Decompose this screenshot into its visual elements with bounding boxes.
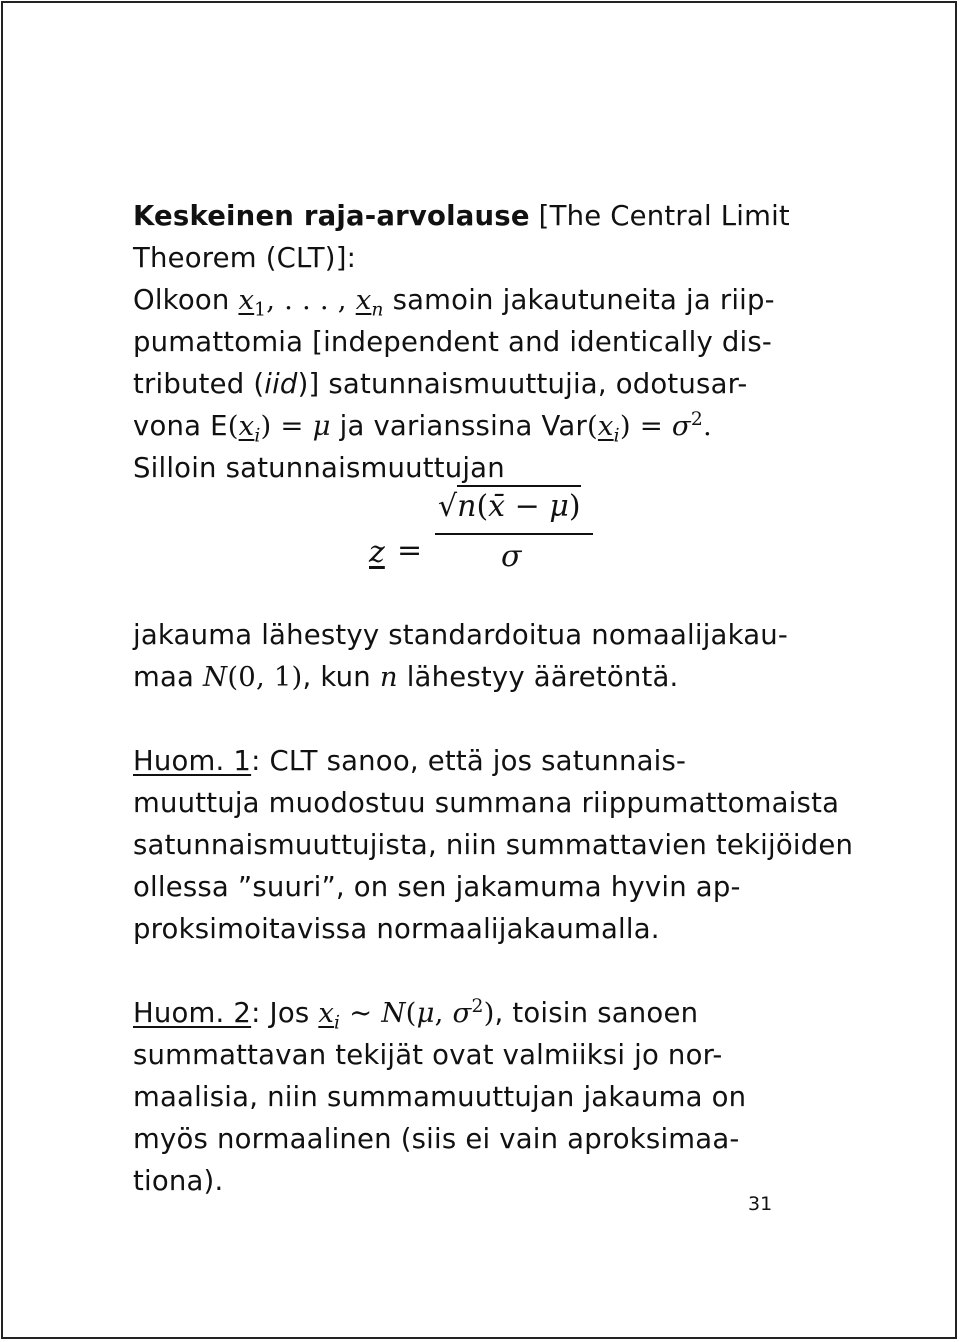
theorem-line-7: maa N(0, 1), kun n lähestyy ääretöntä. [133, 661, 679, 693]
fraction-bar [435, 533, 593, 535]
note1-line-1: Huom. 1: CLT sanoo, että jos satunnais- [133, 745, 687, 777]
theorem-line-6: jakauma lähestyy standardoitua nomaalijakau- [133, 619, 789, 651]
math-normal: N(0, 1) [203, 661, 303, 693]
theorem-line-1: Olkoon $x_1$, . . . , $x_n$ samoin jakautuneita ja riip- [133, 284, 775, 321]
page-content [133, 195, 923, 1202]
note1-label: Huom. 1 [133, 745, 252, 777]
note2-label: Huom. 2 [133, 997, 252, 1029]
note1-line-2: muuttuja muodostuu summana riippumattomaista [133, 787, 840, 819]
note1-line-5: proksimoitavissa normaalijakaumalla. [133, 913, 660, 945]
clt-equation [133, 489, 923, 614]
math-variance: $(x_i) = \sigma^2$. [586, 408, 712, 447]
math-xi-normal: $x_i$ ∼ N(μ, $\sigma^2$) [318, 995, 495, 1034]
note2-line-1: Huom. 2: Jos $x_i$ ∼ N(μ, $\sigma^2$), toisin sanoen [133, 995, 699, 1034]
page [1, 1, 957, 1339]
theorem-line-2: pumattomia [independent and identically dis- [133, 326, 773, 358]
theorem-title: Keskeinen raja-arvolause [133, 200, 530, 232]
note2-line-3: maalisia, niin summamuuttujan jakauma on [133, 1081, 747, 1113]
equation-equals: = [397, 533, 423, 568]
note2-line-5: tiona). [133, 1165, 224, 1197]
theorem-line-5: Silloin satunnaismuuttujan [133, 452, 505, 484]
math-n: n [379, 661, 398, 693]
theorem-title-line [133, 195, 923, 237]
math-x1-to-xn: $x_1$, . . . , $x_n$ [238, 284, 384, 321]
note2-line-2: summattavan tekijät ovat valmiiksi jo nor- [133, 1039, 723, 1071]
note1-line-4: ollessa ”suuri”, on sen jakamuma hyvin ap- [133, 871, 741, 903]
theorem-line-3: tributed (iid)] satunnaismuuttujia, odotusar- [133, 368, 748, 400]
page-number: 31 [748, 1193, 773, 1215]
equation-z: z [369, 535, 385, 570]
math-expectation: $(x_i) = \mu$ [227, 410, 331, 447]
theorem-line-4: vona $E(x_i) = \mu$ ja varianssina $Var(x_i) = \sigma^2$. [133, 408, 712, 447]
equation-numerator: √n(x̄ − μ) [438, 489, 581, 524]
theorem-title-line-2: Theorem (CLT)]: [133, 242, 357, 274]
equation-denominator: σ [501, 539, 522, 574]
theorem-title-english: [The Central Limit [529, 200, 790, 232]
note1-line-3: satunnaismuuttujista, niin summattavien tekijöiden [133, 829, 854, 861]
note2-line-4: myös normaalinen (siis ei vain aproksimaa- [133, 1123, 740, 1155]
